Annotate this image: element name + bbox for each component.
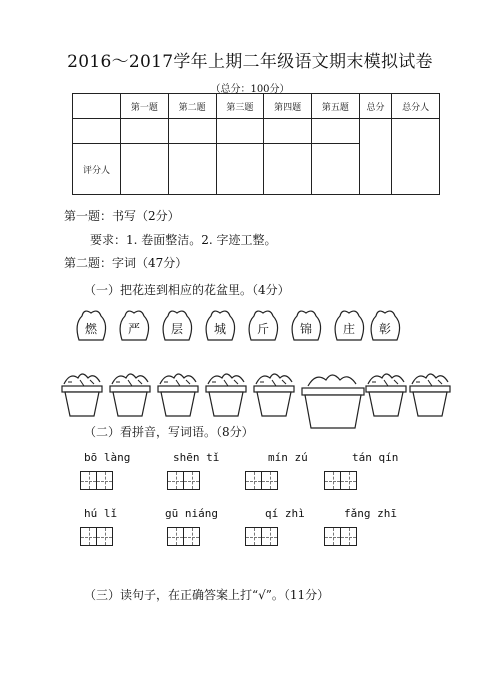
- writing-box[interactable]: [167, 527, 184, 546]
- score-header-q4: 第四题: [264, 94, 312, 119]
- writing-box[interactable]: [324, 527, 341, 546]
- pinyin-label: gū niáng: [165, 507, 218, 520]
- flower[interactable]: [77, 311, 105, 340]
- flower-char: 彰: [378, 322, 392, 336]
- pinyin-label: tán qín: [352, 451, 399, 464]
- grader-cell: [121, 144, 169, 195]
- writing-box[interactable]: [245, 527, 262, 546]
- flower[interactable]: [371, 311, 399, 340]
- flowerpot[interactable]: [110, 374, 150, 416]
- score-cell: [168, 119, 216, 144]
- pinyin-label: bō làng: [84, 451, 131, 464]
- grader-label: 评分人: [73, 144, 121, 195]
- flower-char: 燃: [84, 322, 98, 336]
- flower[interactable]: [292, 311, 320, 340]
- grader-cell: [168, 144, 216, 195]
- q1-requirement: 要求：1. 卷面整洁。2. 字迹工整。: [90, 233, 277, 247]
- flowerpot[interactable]: [254, 374, 294, 416]
- flower-row: [72, 306, 402, 346]
- score-cell: [264, 119, 312, 144]
- exam-title: 2016～2017学年上期二年级语文期末模拟试卷: [67, 52, 433, 72]
- flower-char: 城: [213, 322, 227, 336]
- score-cell: [73, 119, 121, 144]
- grader-cell: [216, 144, 264, 195]
- score-cell: [312, 119, 360, 144]
- flower-char: 层: [170, 322, 184, 336]
- q2-part1-heading: （一）把花连到相应的花盆里。（4分）: [84, 283, 290, 297]
- grader-cell: [312, 144, 360, 195]
- writing-box[interactable]: [183, 527, 200, 546]
- flower[interactable]: [120, 311, 148, 340]
- q1-heading: 第一题：书写（2分）: [64, 209, 180, 223]
- flower-char: 庄: [342, 322, 356, 336]
- score-cell: [216, 119, 264, 144]
- flowerpot[interactable]: [206, 374, 246, 416]
- writing-box[interactable]: [96, 527, 113, 546]
- score-total-cell: [359, 119, 391, 195]
- score-header-q2: 第二题: [168, 94, 216, 119]
- writing-box[interactable]: [96, 471, 113, 490]
- score-header-scorer: 总分人: [392, 94, 440, 119]
- q2-part3-heading: （三）读句子，在正确答案上打“√”。（11分）: [84, 588, 330, 602]
- flower[interactable]: [163, 311, 191, 340]
- pinyin-label: hú lǐ: [84, 507, 118, 520]
- flower[interactable]: [206, 311, 234, 340]
- flowerpot[interactable]: [158, 374, 198, 416]
- pinyin-label: fǎng zhī: [344, 507, 397, 520]
- score-header-blank: [73, 94, 121, 119]
- score-header-q3: 第三题: [216, 94, 264, 119]
- q2-part2-heading: （二）看拼音，写词语。（8分）: [84, 425, 254, 439]
- writing-box[interactable]: [245, 471, 262, 490]
- exam-subtitle: （总分：100分）: [210, 84, 290, 95]
- flowerpot[interactable]: [366, 374, 406, 416]
- writing-box[interactable]: [324, 471, 341, 490]
- score-table: [72, 93, 440, 195]
- q2-heading: 第二题：字词（47分）: [64, 256, 188, 270]
- score-header-q5: 第五题: [312, 94, 360, 119]
- grader-cell: [264, 144, 312, 195]
- writing-box[interactable]: [261, 527, 278, 546]
- flowerpot[interactable]: [410, 374, 450, 416]
- writing-box[interactable]: [167, 471, 184, 490]
- writing-box[interactable]: [183, 471, 200, 490]
- writing-box[interactable]: [261, 471, 278, 490]
- pinyin-label: qí zhì: [265, 507, 305, 520]
- writing-box[interactable]: [340, 471, 357, 490]
- score-header-q1: 第一题: [121, 94, 169, 119]
- flower-char: 锦: [299, 322, 313, 336]
- flower-char: 严: [127, 322, 141, 336]
- score-cell: [121, 119, 169, 144]
- pinyin-label: mín zú: [268, 451, 308, 464]
- flower-char: 斤: [256, 322, 270, 336]
- score-header-total: 总分: [359, 94, 391, 119]
- score-scorer-cell: [392, 119, 440, 195]
- flowerpot[interactable]: [302, 375, 364, 428]
- writing-box[interactable]: [80, 527, 97, 546]
- writing-box[interactable]: [340, 527, 357, 546]
- flower[interactable]: [249, 311, 277, 340]
- writing-box[interactable]: [80, 471, 97, 490]
- flowerpot[interactable]: [62, 374, 102, 416]
- pinyin-label: shēn tǐ: [173, 451, 220, 464]
- flower[interactable]: [335, 311, 363, 340]
